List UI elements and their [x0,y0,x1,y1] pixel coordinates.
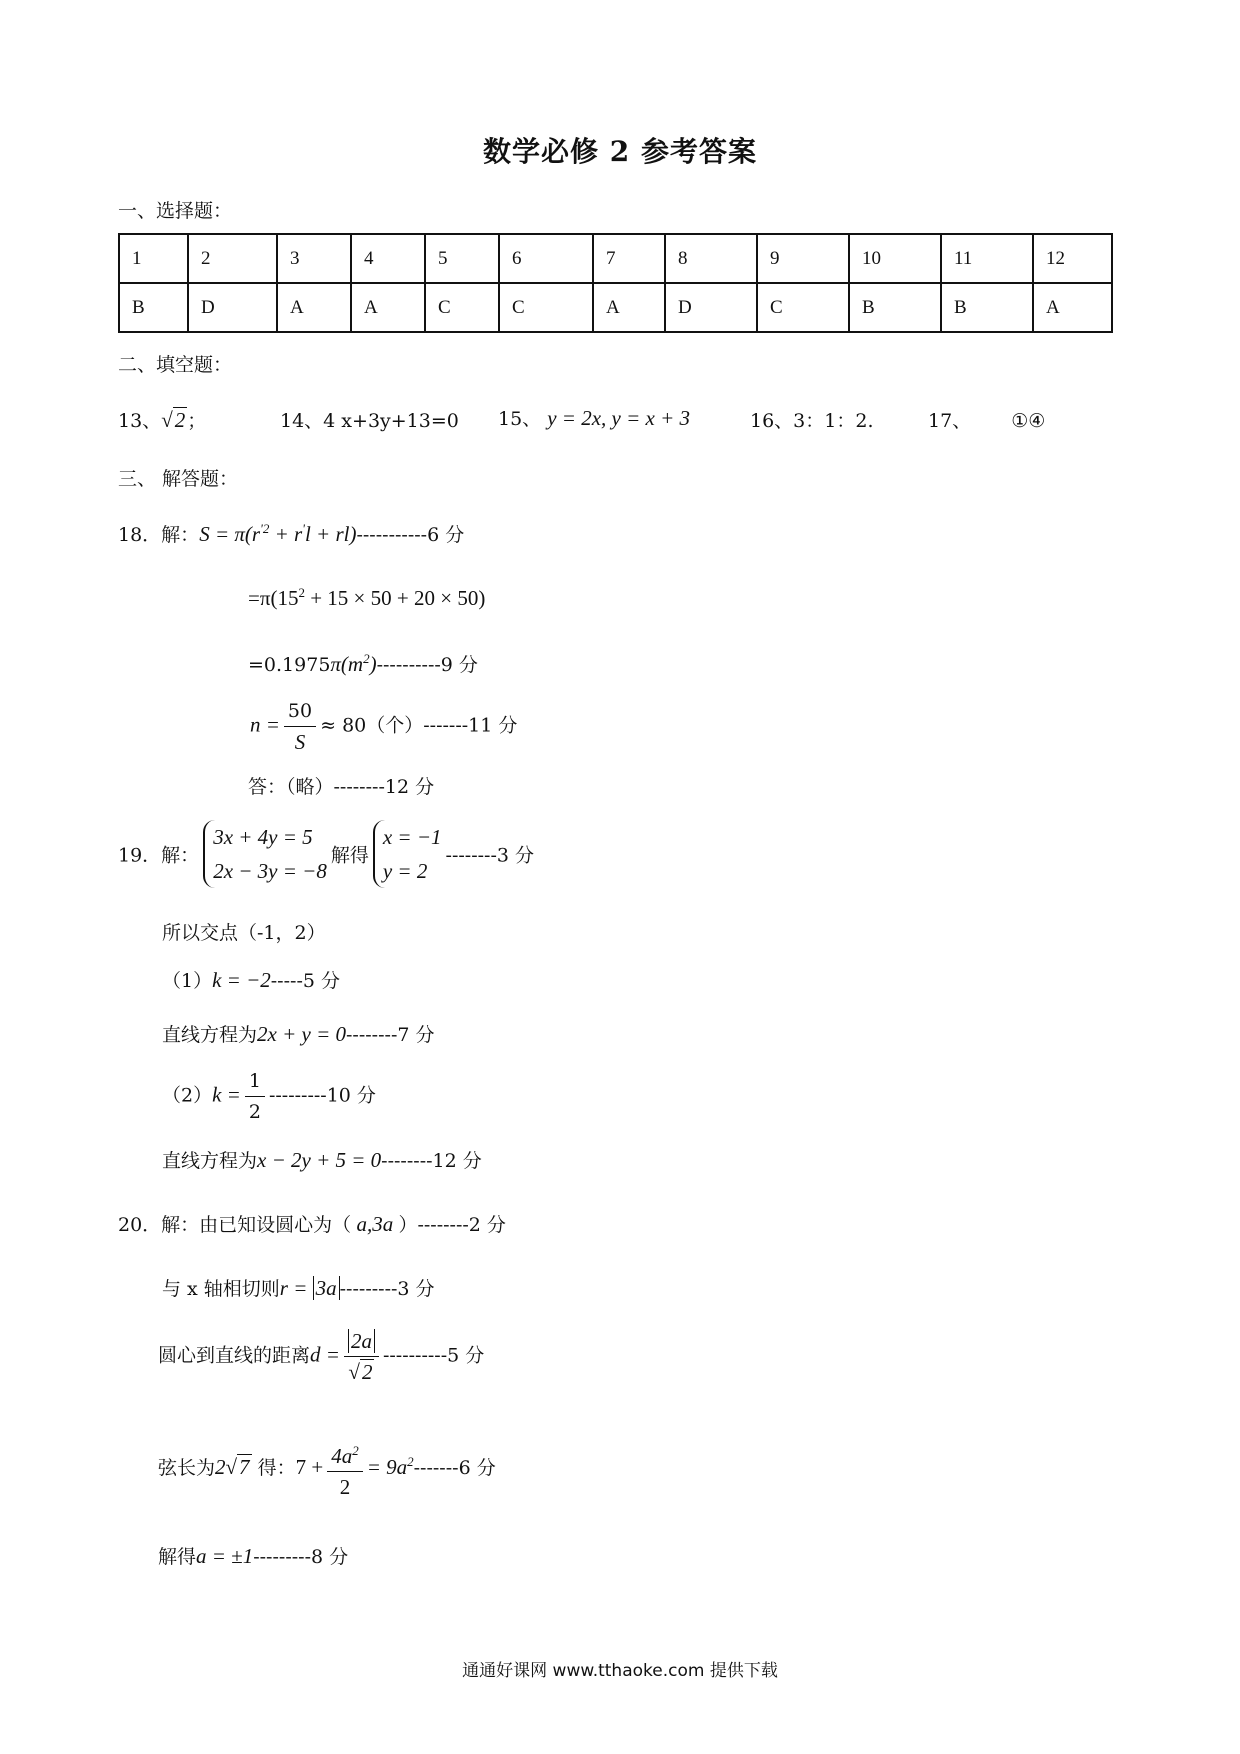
q19-part2-line: 直线方程为x − 2y + 5 = 0--------12 分 [162,1148,482,1172]
table-cell: A [593,283,665,332]
q19-part2-slope: （2）k = $\frac{1}{2}$ ---------10 分 [162,1066,376,1127]
table-cell: 11 [941,234,1033,283]
table-cell: 9 [757,234,849,283]
choice-answer-table [118,233,1113,333]
q20-chord: 弦长为2√7 得：7 + $\frac{4a^2}{2}$ = $9a^2-------6$ 分 [158,1436,496,1502]
table-cell: B [849,283,941,332]
table-cell: 4 [351,234,425,283]
table-cell: 1 [119,234,188,283]
fill-answer-13: 13、√2 ； [118,408,207,432]
q19-part1-slope: （1）k = −2-----5 分 [162,968,340,992]
table-cell: 10 [849,234,941,283]
section-solution-heading: 三、 解答题： [118,468,239,490]
section-choice-heading: 一、选择题： [118,200,233,222]
table-cell: C [425,283,499,332]
table-cell: 3 [277,234,351,283]
table-cell: C [499,283,593,332]
fill-answer-15: 15、 y = 2x, y = x + 3 [498,406,691,430]
fill-answer-14: 14、4 x+3y+13=0 [280,410,459,432]
table-cell: B [119,283,188,332]
q19-line-1: 19．解：3x + 4y = 5 2x − 3y = −8解得x = −1 y = 2--------3 分 [118,820,534,888]
q18-line-4: n = $\frac{50}{S}$ ≈ 80（个）-------11 分 [250,696,517,757]
q18-line-3: $=0.1975\pi(m^2)----------9$ 分 [248,651,478,676]
footer-source: 通通好课网 www.tthaoke.com 提供下载 [462,1661,778,1681]
table-row-numbers [119,234,1112,283]
table-cell: 8 [665,234,757,283]
table-cell: A [351,283,425,332]
table-cell: 6 [499,234,593,283]
fill-answer-16: 16、3：1：2. [750,410,874,432]
section-fill-heading: 二、填空题： [118,354,233,376]
fill-answer-17: 17、 ①④ [928,410,1046,432]
table-cell: 7 [593,234,665,283]
table-cell: 2 [188,234,277,283]
q18-answer: 答：（略）--------12 分 [248,776,435,798]
table-cell: B [941,283,1033,332]
table-cell: D [188,283,277,332]
q20-solve: 解得a = ±1---------8 分 [158,1544,349,1568]
page-title: 数学必修 2 参考答案 [483,135,757,168]
table-cell: D [665,283,757,332]
q20-distance: 圆心到直线的距离d = $\frac{2a}{√2}$ ----------5 分 [158,1326,484,1387]
q19-part1-line: 直线方程为2x + y = 0--------7 分 [162,1022,435,1046]
table-cell: C [757,283,849,332]
q20-tangent: 与 x 轴相切则r = 3a ---------3 分 [162,1276,435,1300]
q19-intersection: 所以交点（-1，2） [162,922,326,944]
table-cell: A [277,283,351,332]
table-cell: 5 [425,234,499,283]
q18-line-1: 18．解：$S = \pi(r^{'2} + r'l + rl)-----------6$ 分 [118,521,465,546]
q18-line-2: $=\pi(15^2 + 15 \times 50 + 20 \times 50)$ [248,585,486,610]
table-row-answers [119,283,1112,332]
q20-line-1: 20．解：由已知设圆心为（ a,3a ）--------2 分 [118,1212,506,1236]
table-cell: A [1033,283,1112,332]
table-cell: 12 [1033,234,1112,283]
